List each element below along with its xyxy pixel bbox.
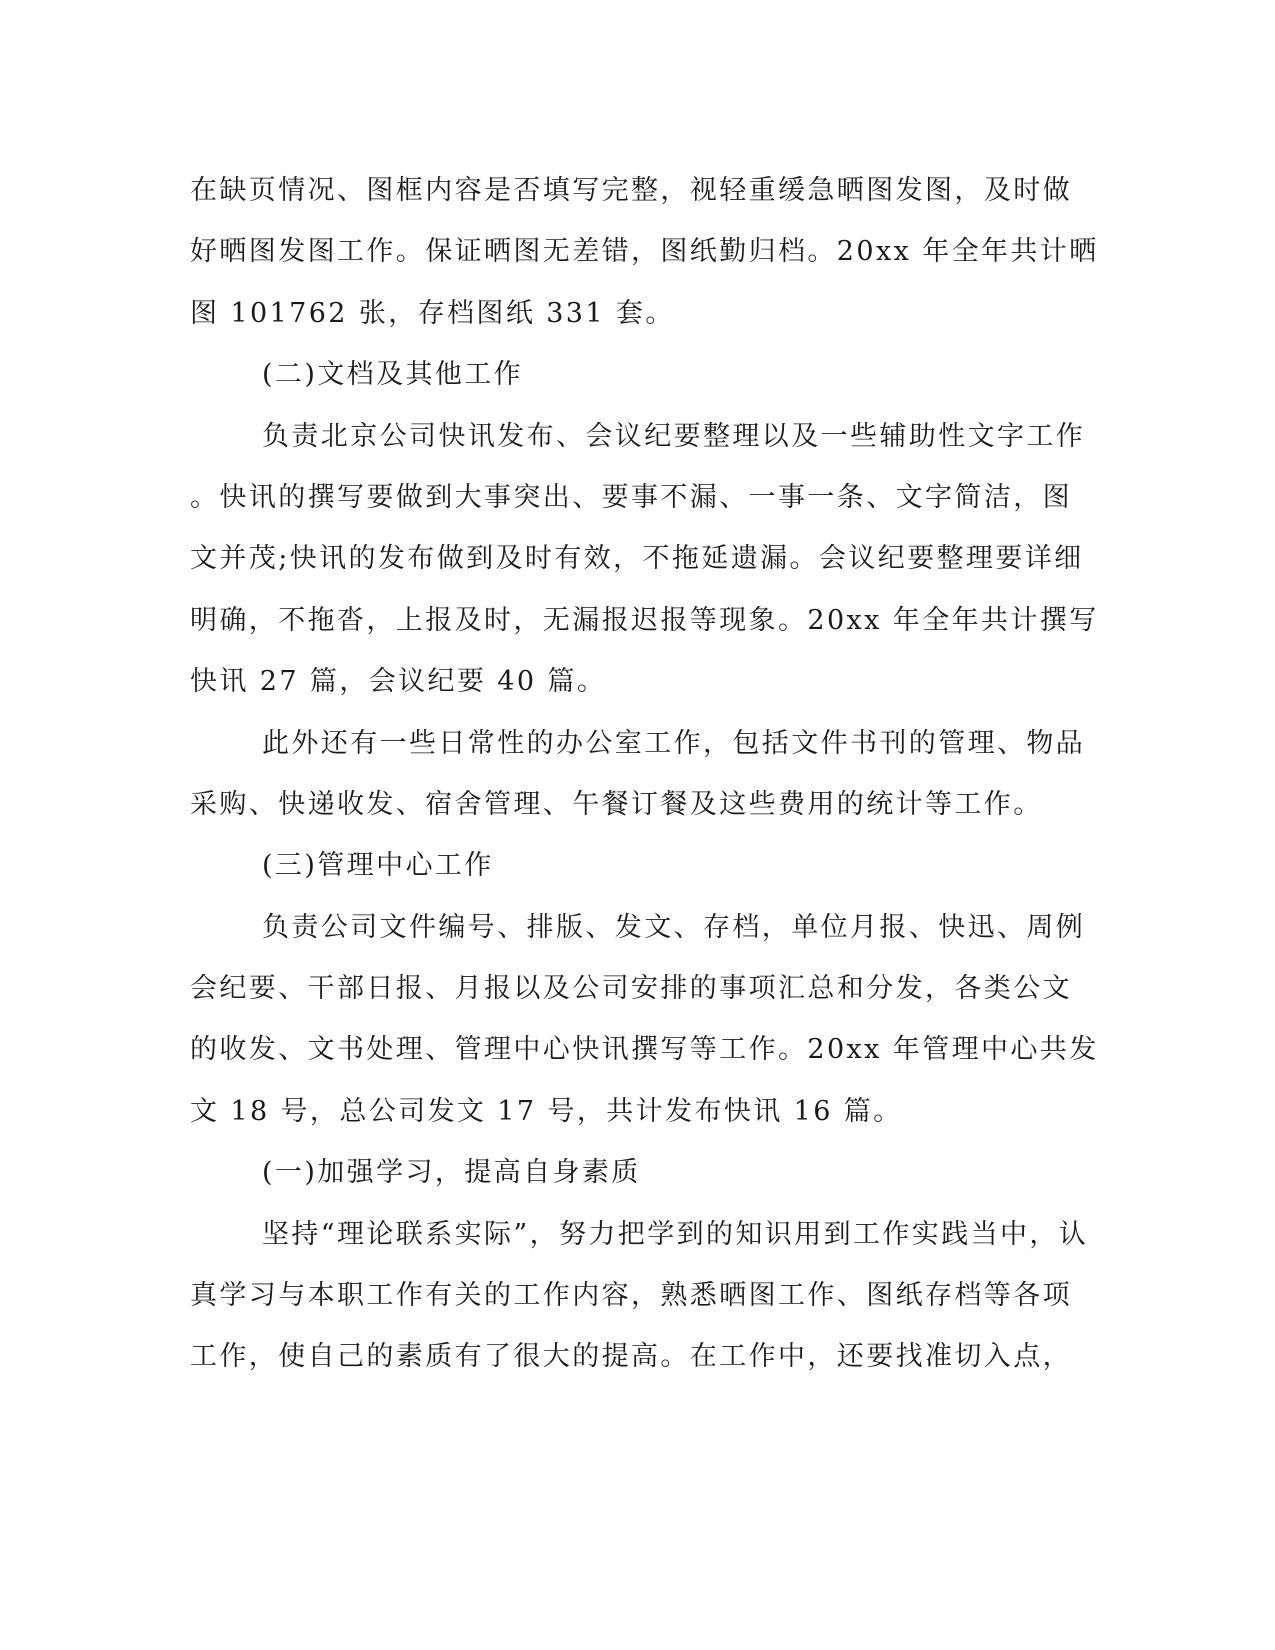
section-heading-learning: (一)加强学习，提高自身素质: [262, 1157, 641, 1189]
text-line: 会纪要、干部日报、月报以及公司安排的事项汇总和分发，各类公文: [190, 973, 1072, 1005]
text-line: 快讯 27 篇，会议纪要 40 篇。: [190, 666, 607, 698]
section-heading-documents: (二)文档及其他工作: [262, 359, 524, 391]
text-line: 好晒图发图工作。保证晒图无差错，图纸勤归档。20xx 年全年共计晒: [190, 236, 1099, 268]
text-line: 图 101762 张，存档图纸 331 套。: [190, 297, 675, 329]
section-heading-management-center: (三)管理中心工作: [262, 850, 494, 882]
text-line: 此外还有一些日常性的办公室工作，包括文件书刊的管理、物品: [262, 727, 1086, 759]
text-line: 文 18 号，总公司发文 17 号，共计发布快讯 16 篇。: [190, 1095, 903, 1127]
text-line: 在缺页情况、图框内容是否填写完整，视轻重缓急晒图发图，及时做: [190, 175, 1072, 206]
text-line: 文并茂;快讯的发布做到及时有效，不拖延遗漏。会议纪要整理要详细: [190, 543, 1084, 575]
text-line: 采购、快递收发、宿舍管理、午餐订餐及这些费用的统计等工作。: [190, 788, 1043, 820]
text-line: 的收发、文书处理、管理中心快讯撰写等工作。20xx 年管理中心共发: [190, 1034, 1099, 1066]
document-body: [190, 160, 1099, 1388]
text-line: 。快讯的撰写要做到大事突出、要事不漏、一事一条、文字简洁，图: [190, 481, 1072, 513]
text-line: 明确，不拖沓，上报及时，无漏报迟报等现象。20xx 年全年共计撰写: [190, 604, 1099, 636]
text-line: 坚持“理论联系实际”，努力把学到的知识用到工作实践当中，认: [262, 1218, 1089, 1250]
text-line: 负责北京公司快讯发布、会议纪要整理以及一些辅助性文字工作: [262, 420, 1086, 452]
text-line: 负责公司文件编号、排版、发文、存档，单位月报、快迅、周例: [262, 911, 1086, 943]
text-line: 工作，使自己的素质有了很大的提高。在工作中，还要找准切入点，: [190, 1341, 1072, 1373]
text-line: 真学习与本职工作有关的工作内容，熟悉晒图工作、图纸存档等各项: [190, 1280, 1072, 1312]
